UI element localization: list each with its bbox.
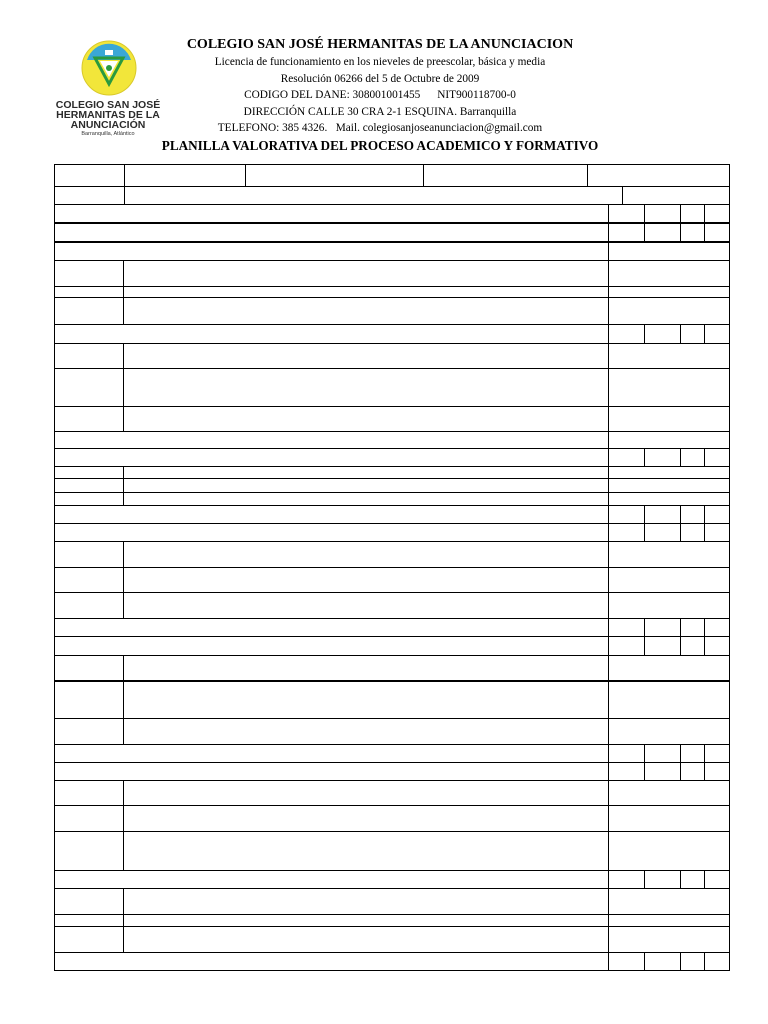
grid-line: [54, 241, 730, 243]
grid-line: [54, 718, 730, 719]
grid-line: [644, 744, 645, 780]
grid-line: [54, 780, 730, 781]
grid-line: [54, 970, 730, 971]
grid-line: [245, 164, 246, 186]
grid-line: [54, 523, 730, 524]
grid-line: [54, 164, 730, 165]
grid-line: [54, 466, 730, 467]
grid-line: [680, 952, 681, 970]
grid-line: [680, 448, 681, 466]
grid-line: [54, 343, 730, 344]
grid-line: [54, 870, 730, 871]
grid-line: [54, 222, 730, 224]
grid-line: [587, 164, 588, 186]
grid-line: [54, 636, 730, 637]
grid-line: [704, 744, 705, 780]
grid-line: [54, 478, 730, 479]
grid-line: [680, 324, 681, 343]
grid-line: [54, 541, 730, 542]
grid-line: [608, 324, 609, 448]
grid-line: [704, 324, 705, 343]
grid-line: [680, 618, 681, 655]
grid-line: [54, 618, 730, 619]
dane-nit-line: CODIGO DEL DANE: 308001001455 NIT900118700-0: [244, 89, 516, 101]
grid-line: [54, 164, 55, 971]
license-line: Licencia de funcionamiento en los nieveles de preescolar, básica y media: [214, 56, 546, 68]
grid-line: [123, 888, 124, 952]
grid-line: [704, 204, 705, 241]
grid-line: [54, 448, 730, 449]
grid-line: [644, 204, 645, 241]
grid-line: [704, 505, 705, 541]
logo-line-3: ANUNCIACIÓN: [70, 119, 146, 131]
grid-line: [123, 655, 124, 744]
grid-line: [704, 448, 705, 466]
grid-line: [608, 888, 609, 970]
logo-line-2: HERMANITAS DE LA: [56, 109, 160, 121]
grid-line: [123, 780, 124, 870]
grid-line: [644, 324, 645, 343]
grid-line: [644, 952, 645, 970]
grid-line: [680, 204, 681, 241]
logo-line-1: COLEGIO SAN JOSÉ: [55, 99, 161, 111]
school-name: COLEGIO SAN JOSÉ HERMANITAS DE LA ANUNCIACION: [186, 37, 574, 52]
grid-line: [54, 592, 730, 593]
grid-line: [54, 805, 730, 806]
grid-line: [54, 762, 730, 763]
grid-line: [123, 541, 124, 618]
grid-line: [608, 448, 609, 523]
grid-line: [54, 260, 730, 261]
grid-line: [54, 505, 730, 506]
grid-line: [54, 286, 730, 287]
grid-line: [704, 952, 705, 970]
grid-line: [123, 343, 124, 431]
grid-line: [608, 204, 609, 260]
grid-line: [124, 164, 125, 204]
grid-line: [729, 164, 730, 971]
grid-line: [644, 870, 645, 888]
grid-line: [54, 926, 730, 927]
grid-line: [54, 324, 730, 325]
grid-line: [54, 297, 730, 298]
grid-line: [54, 204, 730, 205]
grid-line: [54, 888, 730, 889]
grid-line: [622, 186, 623, 204]
grid-line: [54, 655, 730, 656]
grid-line: [54, 186, 730, 187]
grid-line: [644, 505, 645, 541]
grid-line: [54, 567, 730, 568]
grid-line: [680, 870, 681, 888]
grid-line: [54, 952, 730, 953]
resolution-line: Resolución 06266 del 5 de Octubre de 2009: [280, 72, 480, 85]
grid-line: [54, 368, 730, 369]
grid-line: [704, 618, 705, 655]
grid-line: [680, 744, 681, 780]
grid-line: [54, 680, 730, 682]
grid-line: [123, 466, 124, 505]
grid-line: [608, 260, 609, 324]
grid-line: [54, 744, 730, 745]
grid-line: [644, 618, 645, 655]
grid-line: [54, 831, 730, 832]
grid-line: [608, 523, 609, 636]
grid-line: [123, 260, 124, 324]
grid-line: [54, 431, 730, 432]
grid-line: [423, 164, 424, 186]
grid-line: [608, 636, 609, 762]
grid-line: [54, 914, 730, 915]
grid-line: [680, 505, 681, 541]
grid-line: [704, 870, 705, 888]
contact-line: TELEFONO: 385 4326. Mail. colegiosanjoseanunciacion@gmail.com: [217, 122, 543, 134]
grid-line: [644, 448, 645, 466]
grid-line: [54, 492, 730, 493]
address-line: DIRECCIÓN CALLE 30 CRA 2-1 ESQUINA. Barranquilla: [243, 105, 517, 118]
grid-line: [608, 762, 609, 888]
logo-subtitle: Barranquilla, Atlántico: [81, 131, 135, 137]
form-title: PLANILLA VALORATIVA DEL PROCESO ACADEMICO Y FORMATIVO: [161, 138, 599, 153]
grid-line: [54, 406, 730, 407]
